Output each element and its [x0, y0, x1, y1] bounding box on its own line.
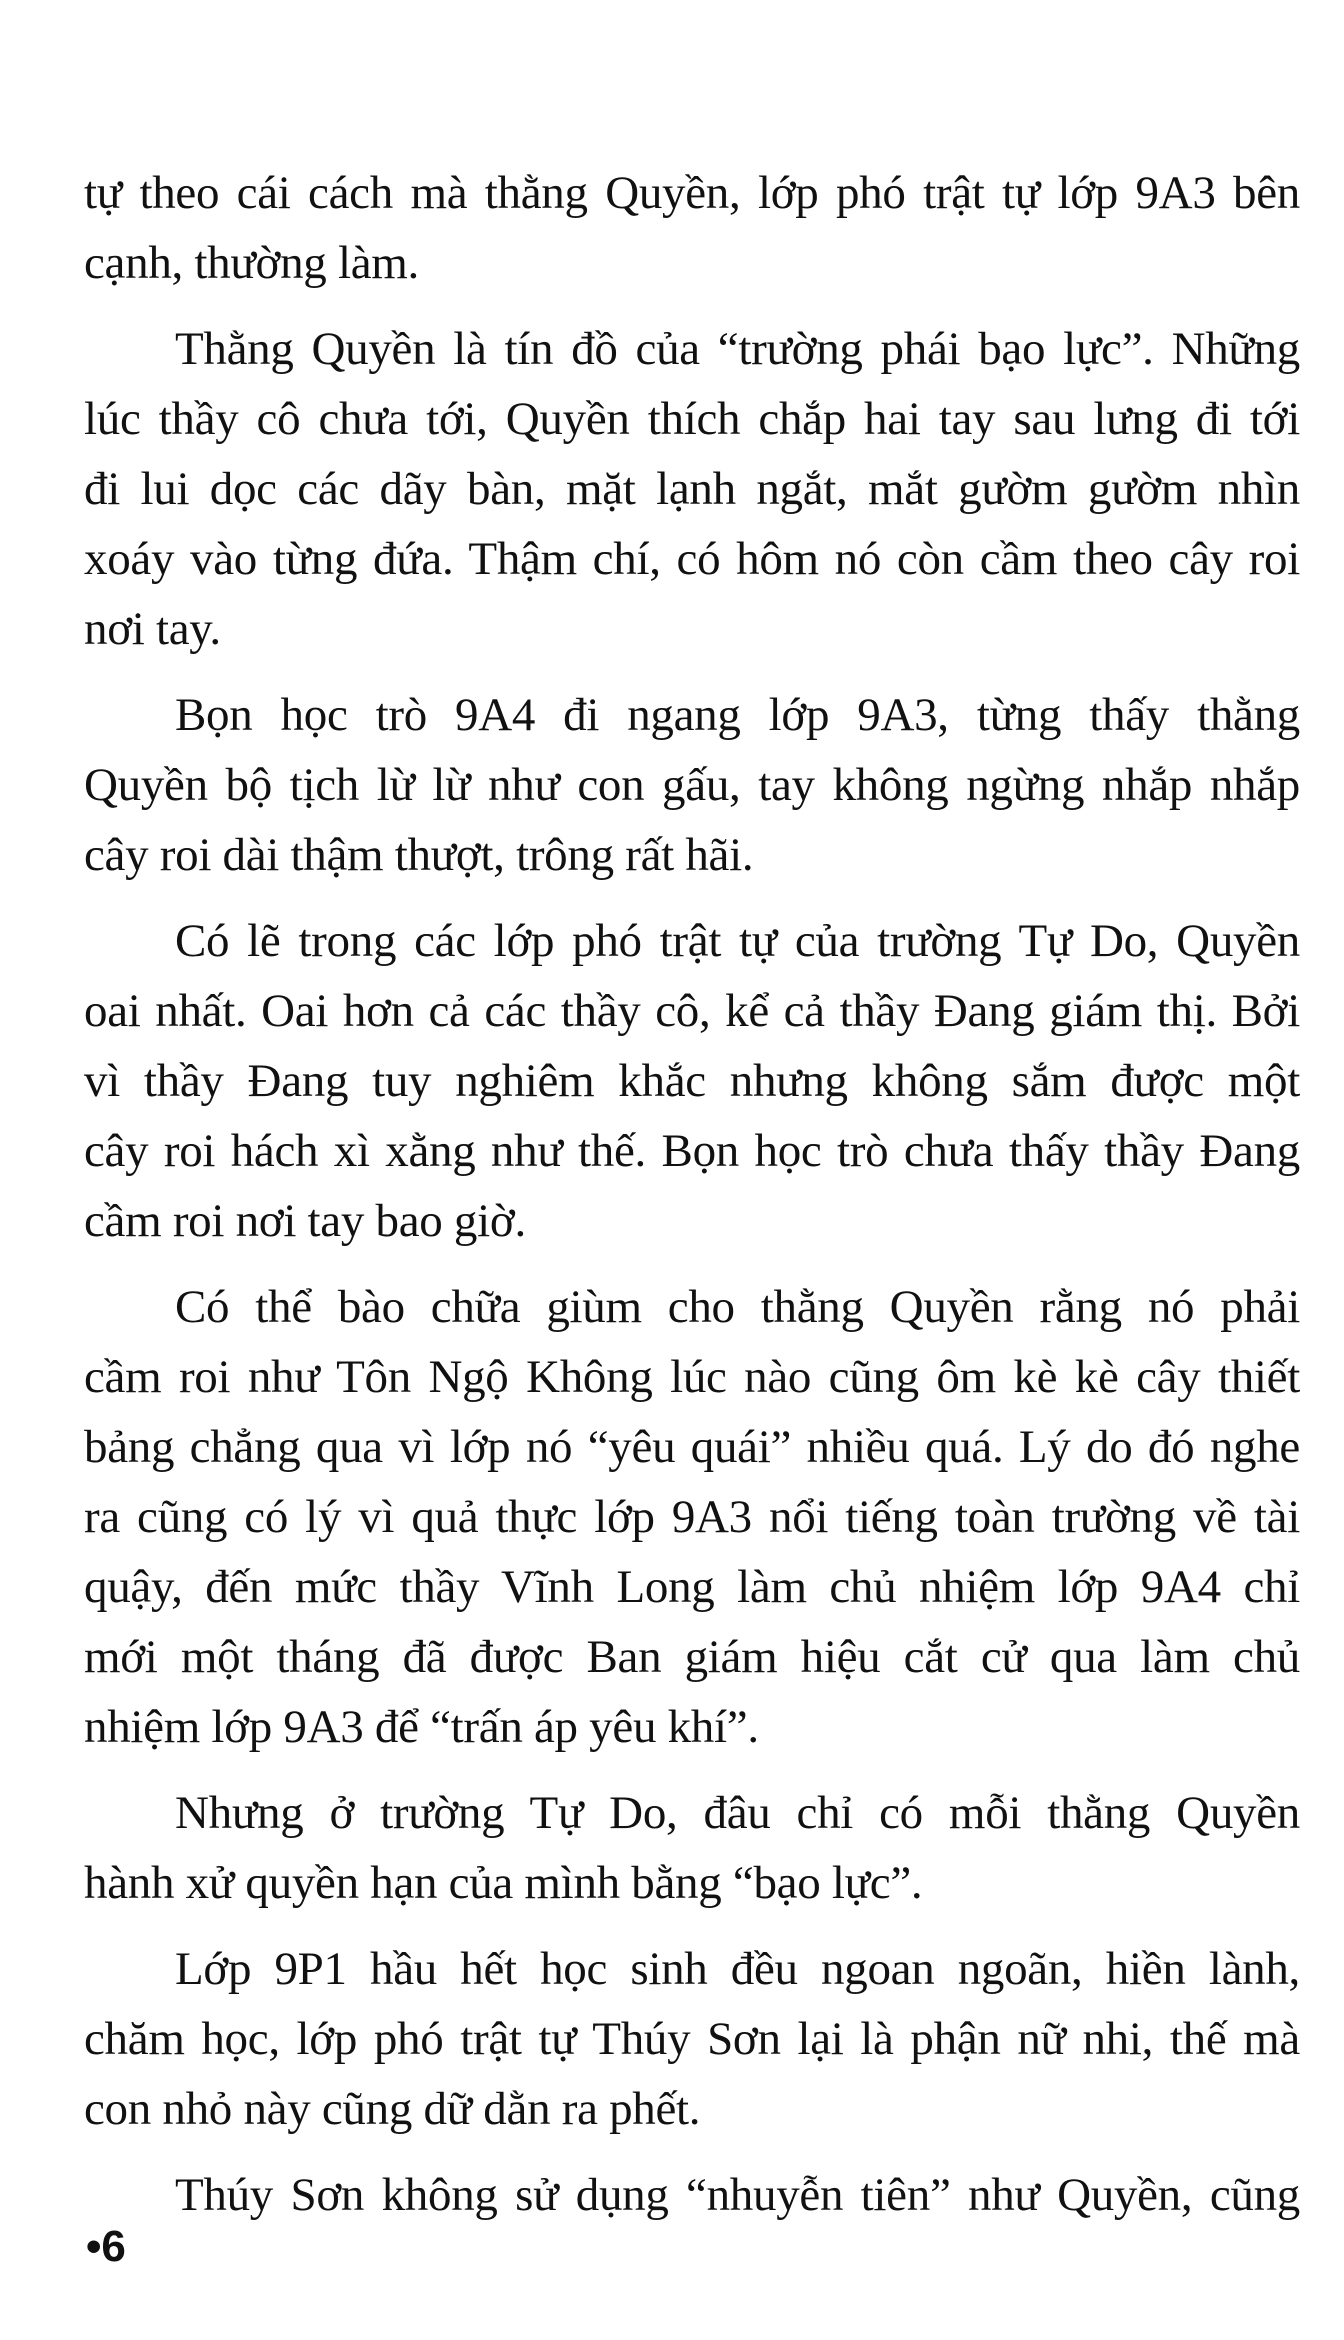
text-line: cầm roi như Tôn Ngộ Không lúc nào cũng ôm kè kè cây thiết — [84, 1351, 1300, 1403]
text-line: cầm roi nơi tay bao giờ. — [84, 1195, 526, 1247]
text-line: Có thể bào chữa giùm cho thằng Quyền rằng nó phải — [175, 1281, 1300, 1333]
text-line: mới một tháng đã được Ban giám hiệu cắt cử qua làm chủ — [84, 1631, 1300, 1683]
paragraph — [84, 1934, 1300, 2144]
text-line: tự theo cái cách mà thằng Quyền, lớp phó trật tự lớp 9A3 bên — [84, 167, 1300, 219]
text-line: cạnh, thường làm. — [84, 237, 419, 289]
text-line: quậy, đến mức thầy Vĩnh Long làm chủ nhiệm lớp 9A4 chỉ — [84, 1561, 1300, 1613]
text-line: Thằng Quyền là tín đồ của “trường phái bạo lực”. Những — [175, 323, 1300, 375]
paragraph — [84, 1272, 1300, 1762]
text-line: nơi tay. — [84, 603, 221, 655]
paragraph — [84, 158, 1300, 298]
text-line: Nhưng ở trường Tự Do, đâu chỉ có mỗi thằng Quyền — [175, 1787, 1300, 1839]
text-line: hành xử quyền hạn của mình bằng “bạo lực”. — [84, 1857, 923, 1909]
text-line: vì thầy Đang tuy nghiêm khắc nhưng không sắm được một — [84, 1055, 1300, 1107]
text-line: Lớp 9P1 hầu hết học sinh đều ngoan ngoãn, hiền lành, — [175, 1943, 1300, 1995]
text-line: oai nhất. Oai hơn cả các thầy cô, kể cả thầy Đang giám thị. Bởi — [84, 985, 1300, 1037]
text-line: Có lẽ trong các lớp phó trật tự của trường Tự Do, Quyền — [175, 915, 1300, 967]
text-line: Thúy Sơn không sử dụng “nhuyễn tiên” như Quyền, cũng — [175, 2169, 1300, 2221]
text-line: xoáy vào từng đứa. Thậm chí, có hôm nó còn cầm theo cây roi — [84, 533, 1300, 585]
text-line: chăm học, lớp phó trật tự Thúy Sơn lại là phận nữ nhi, thế mà — [84, 2013, 1300, 2065]
paragraph — [84, 1778, 1300, 1918]
text-line: Quyền bộ tịch lừ lừ như con gấu, tay không ngừng nhắp nhắp — [84, 759, 1300, 811]
text-line: cây roi hách xì xằng như thế. Bọn học trò chưa thấy thầy Đang — [84, 1125, 1300, 1177]
text-line: lúc thầy cô chưa tới, Quyền thích chắp hai tay sau lưng đi tới — [84, 393, 1300, 445]
text-line: cây roi dài thậm thượt, trông rất hãi. — [84, 829, 754, 881]
paragraph — [84, 906, 1300, 1256]
text-line: ra cũng có lý vì quả thực lớp 9A3 nổi tiếng toàn trường về tài — [84, 1491, 1300, 1543]
paragraph — [84, 680, 1300, 890]
paragraph — [84, 2160, 1300, 2230]
text-line: nhiệm lớp 9A3 để “trấn áp yêu khí”. — [84, 1701, 759, 1753]
paragraph — [84, 314, 1300, 664]
text-line: bảng chẳng qua vì lớp nó “yêu quái” nhiều quá. Lý do đó nghe — [84, 1421, 1300, 1473]
book-page-body — [84, 158, 1300, 2246]
text-line: con nhỏ này cũng dữ dằn ra phết. — [84, 2083, 701, 2135]
text-line: đi lui dọc các dãy bàn, mặt lạnh ngắt, mắt gườm gườm nhìn — [84, 463, 1300, 515]
text-line: Bọn học trò 9A4 đi ngang lớp 9A3, từng thấy thằng — [175, 689, 1300, 741]
page-number: •6 — [86, 2222, 126, 2271]
